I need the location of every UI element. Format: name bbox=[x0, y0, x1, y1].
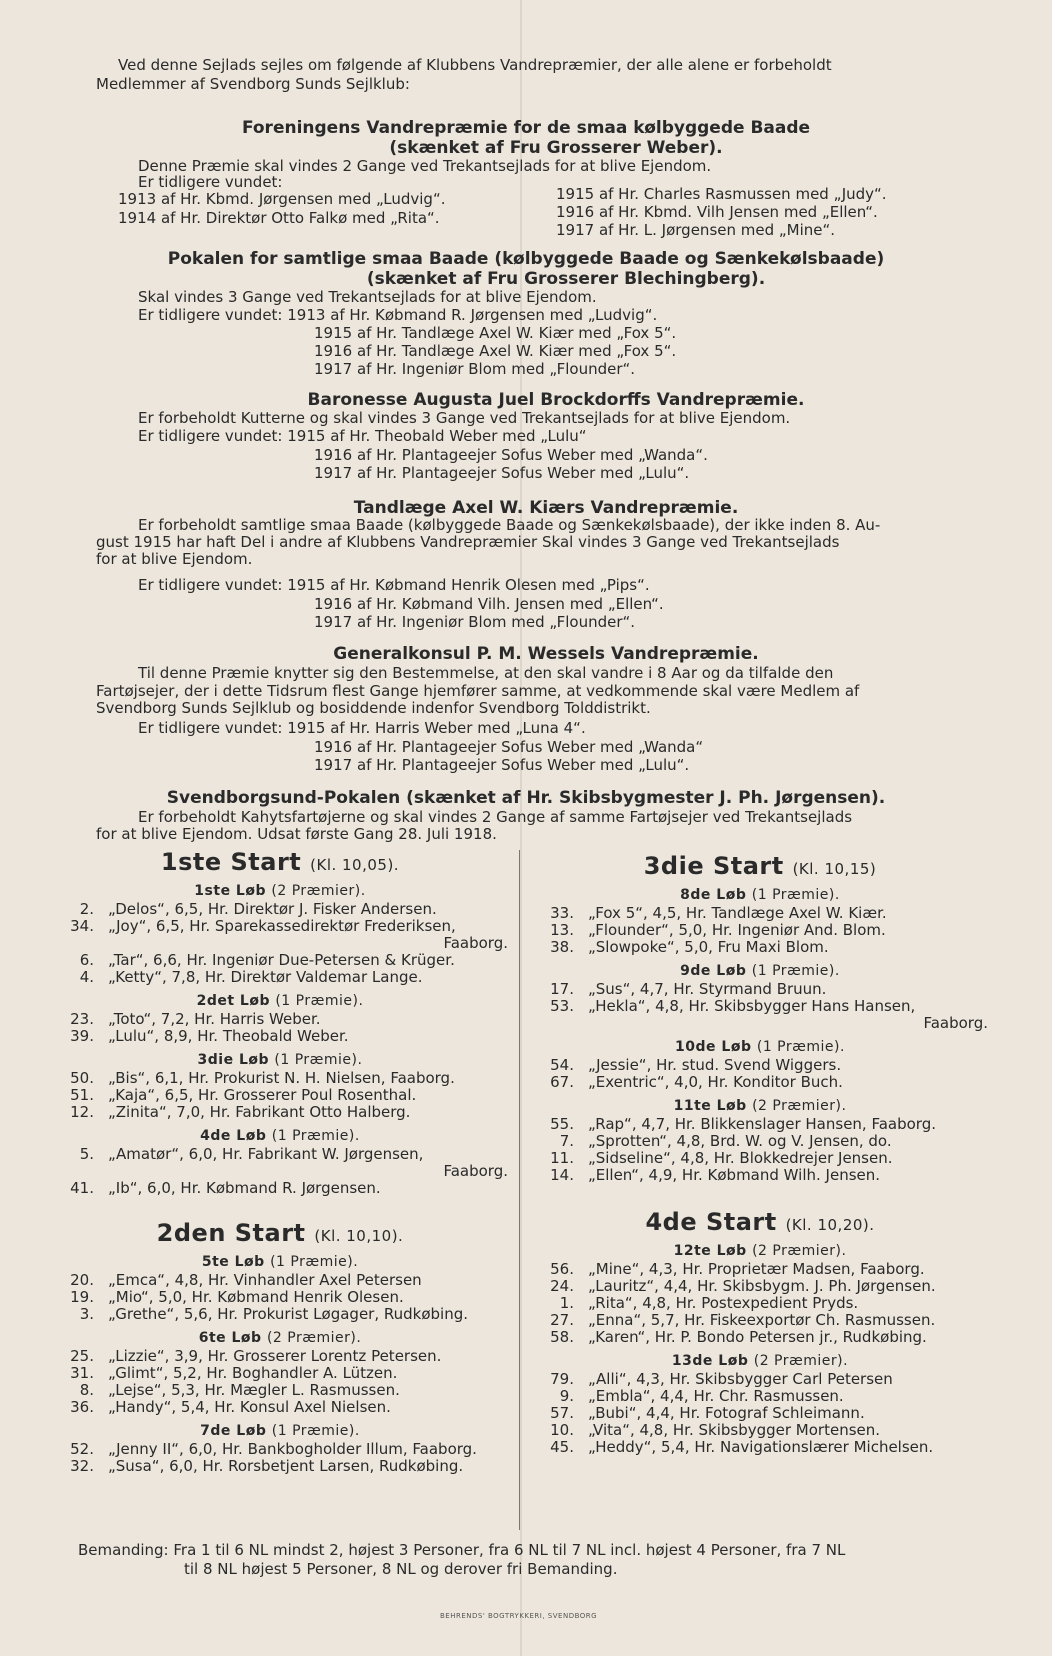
boat-number: 19. bbox=[70, 1288, 94, 1306]
boat-description: „Joy“, 6,5, Hr. Sparekassedirektør Frederiksen, bbox=[108, 917, 456, 935]
section1-won-1915: 1915 af Hr. Charles Rasmussen med „Judy“. bbox=[556, 185, 887, 203]
boat-number: 5. bbox=[79, 1145, 94, 1163]
boat-number: 23. bbox=[70, 1010, 94, 1028]
boat-text bbox=[588, 939, 988, 956]
boat-entry bbox=[52, 1028, 508, 1045]
boat-entry bbox=[532, 1133, 988, 1150]
starts-left-column bbox=[52, 848, 508, 1475]
boat-text bbox=[108, 1382, 508, 1399]
bemanding-line-1: Bemanding: Fra 1 til 6 NL mindst 2, højest 3 Personer, fra 6 NL til 7 NL incl. højest 4 Personer, fra 7 NL bbox=[78, 1541, 846, 1559]
boat-number: 50. bbox=[70, 1069, 94, 1087]
boat-description: „Alli“, 4,3, Hr. Skibsbygger Carl Petersen bbox=[588, 1370, 893, 1388]
section6-rule-1: Er forbeholdt Kahytsfartøjerne og skal vindes 2 Gange af samme Fartøjsejer ved Trekantsejlads bbox=[138, 808, 853, 826]
run-name: 3die Løb bbox=[197, 1052, 275, 1068]
section4-rule-3: for at blive Ejendom. bbox=[96, 550, 253, 568]
boat-text bbox=[588, 922, 988, 939]
boat-description: „Sidseline“, 4,8, Hr. Blokkedrejer Jensen. bbox=[588, 1149, 893, 1167]
bemanding-line-2: til 8 NL højest 5 Personer, 8 NL og derover fri Bemanding. bbox=[184, 1560, 618, 1578]
boat-text bbox=[588, 1295, 988, 1312]
boat-number: 38. bbox=[550, 938, 574, 956]
start-time: (Kl. 10,15) bbox=[792, 860, 877, 878]
start-time: (Kl. 10,05). bbox=[310, 856, 400, 874]
boat-entry bbox=[52, 1348, 508, 1365]
section2-won-4: 1917 af Hr. Ingeniør Blom med „Flounder“. bbox=[314, 360, 636, 378]
run-heading bbox=[532, 1098, 988, 1114]
boat-number: 9. bbox=[559, 1387, 574, 1405]
boat-text bbox=[108, 1289, 508, 1306]
start-time: (Kl. 10,10). bbox=[314, 1227, 404, 1245]
boat-text bbox=[588, 1278, 988, 1295]
run-name: 1ste Løb bbox=[194, 883, 272, 899]
boat-text bbox=[588, 905, 988, 922]
intro-line-2: Medlemmer af Svendborg Sunds Sejlklub: bbox=[96, 75, 410, 93]
boat-entry bbox=[532, 922, 988, 939]
start-heading bbox=[52, 848, 508, 876]
boat-description: „Kaja“, 6,5, Hr. Grosserer Poul Rosenthal. bbox=[108, 1086, 417, 1104]
section1-title: Foreningens Vandrepræmie for de smaa kølbyggede Baade bbox=[241, 118, 811, 138]
boat-entry bbox=[52, 1399, 508, 1416]
section3-won-1: Er tidligere vundet: 1915 af Hr. Theobald Weber med „Lulu“ bbox=[138, 427, 587, 445]
run-prize: (2 Præmier). bbox=[266, 1330, 362, 1346]
boat-number: 41. bbox=[70, 1179, 94, 1197]
boat-description: „Embla“, 4,4, Hr. Chr. Rasmussen. bbox=[588, 1387, 844, 1405]
run-heading bbox=[532, 1243, 988, 1259]
section1-won-1914: 1914 af Hr. Direktør Otto Falkø med „Rita“. bbox=[118, 209, 440, 227]
boat-number: 39. bbox=[70, 1027, 94, 1045]
run-heading bbox=[52, 1128, 508, 1144]
boat-text bbox=[108, 1180, 508, 1197]
boat-description: „Rap“, 4,7, Hr. Blikkenslager Hansen, Faaborg. bbox=[588, 1115, 936, 1133]
boat-text bbox=[108, 901, 508, 918]
boat-text bbox=[108, 1272, 508, 1289]
boat-entry bbox=[52, 969, 508, 986]
boat-description: „Emca“, 4,8, Hr. Vinhandler Axel Petersen bbox=[108, 1271, 422, 1289]
start-title: 4de Start bbox=[645, 1208, 777, 1236]
boat-text bbox=[588, 1074, 988, 1091]
section5-won-3: 1917 af Hr. Plantageejer Sofus Weber med „Lulu“. bbox=[314, 756, 690, 774]
boat-description: „Ellen“, 4,9, Hr. Købmand Wilh. Jensen. bbox=[588, 1166, 881, 1184]
boat-number: 25. bbox=[70, 1347, 94, 1365]
run-name: 7de Løb bbox=[200, 1423, 272, 1439]
boat-text bbox=[108, 1306, 508, 1323]
run-name: 11te Løb bbox=[673, 1098, 753, 1114]
boat-description: „Bis“, 6,1, Hr. Prokurist N. H. Nielsen, Faaborg. bbox=[108, 1069, 455, 1087]
boat-entry bbox=[532, 1074, 988, 1091]
section5-rule-3: Svendborg Sunds Sejlklub og bosiddende indenfor Svendborg Tolddistrikt. bbox=[96, 699, 651, 717]
section1-rule: Denne Præmie skal vindes 2 Gange ved Trekantsejlads for at blive Ejendom. bbox=[138, 157, 712, 175]
boat-description: „Lulu“, 8,9, Hr. Theobald Weber. bbox=[108, 1027, 349, 1045]
boat-description: „Heddy“, 5,4, Hr. Navigationslærer Michelsen. bbox=[588, 1438, 934, 1456]
boat-entry bbox=[52, 1382, 508, 1399]
boat-number: 51. bbox=[70, 1086, 94, 1104]
boat-entry bbox=[532, 905, 988, 922]
boat-number: 36. bbox=[70, 1398, 94, 1416]
section3-won-3: 1917 af Hr. Plantageejer Sofus Weber med „Lulu“. bbox=[314, 464, 690, 482]
printer-mark: BEHRENDS' BOGTRYKKERI, SVENDBORG bbox=[440, 1612, 598, 1620]
run-prize: (1 Præmie). bbox=[271, 1128, 360, 1144]
section6-title: Svendborgsund-Pokalen (skænket af Hr. Skibsbygmester J. Ph. Jørgensen). bbox=[166, 788, 886, 808]
boat-description: „Zinita“, 7,0, Hr. Fabrikant Otto Halberg. bbox=[108, 1103, 411, 1121]
boat-entry bbox=[532, 1057, 988, 1074]
run-prize: (2 Præmier). bbox=[752, 1243, 847, 1259]
boat-entry bbox=[532, 1295, 988, 1312]
boat-description: „Lejse“, 5,3, Hr. Mægler L. Rasmussen. bbox=[108, 1381, 400, 1399]
boat-description: „Slowpoke“, 5,0, Fru Maxi Blom. bbox=[588, 938, 829, 956]
section2-won-1: Er tidligere vundet: 1913 af Hr. Købmand R. Jørgensen med „Ludvig“. bbox=[138, 306, 658, 324]
section4-won-3: 1917 af Hr. Ingeniør Blom med „Flounder“. bbox=[314, 613, 636, 631]
boat-number: 33. bbox=[550, 904, 574, 922]
section5-rule-2: Fartøjsejer, der i dette Tidsrum flest Gange hjemfører samme, at vedkommende skal være Medlem af bbox=[96, 682, 860, 700]
boat-number: 31. bbox=[70, 1364, 94, 1382]
run-name: 4de Løb bbox=[200, 1128, 272, 1144]
run-heading bbox=[52, 1423, 508, 1439]
boat-description: „Ketty“, 7,8, Hr. Direktør Valdemar Lange. bbox=[108, 968, 423, 986]
boat-entry bbox=[532, 1405, 988, 1422]
boat-description: „Ib“, 6,0, Hr. Købmand R. Jørgensen. bbox=[108, 1179, 381, 1197]
start-title: 2den Start bbox=[156, 1219, 306, 1247]
run-prize: (2 Præmier). bbox=[753, 1353, 849, 1369]
boat-description: „Mine“, 4,3, Hr. Proprietær Madsen, Faaborg. bbox=[588, 1260, 925, 1278]
boat-text bbox=[108, 918, 508, 952]
boat-text bbox=[588, 1150, 988, 1167]
boat-number: 7. bbox=[559, 1132, 574, 1150]
boat-entry bbox=[532, 1312, 988, 1329]
start-title: 3die Start bbox=[643, 852, 784, 880]
boat-number: 12. bbox=[70, 1103, 94, 1121]
boat-entry bbox=[532, 1150, 988, 1167]
boat-text bbox=[108, 1087, 508, 1104]
section4-rule-2: gust 1915 har haft Del i andre af Klubbens Vandrepræmier Skal vindes 3 Gange ved Trekantsejlads bbox=[96, 533, 840, 551]
run-prize: (1 Præmie). bbox=[756, 1039, 845, 1055]
boat-description: „Sprotten“, 4,8, Brd. W. og V. Jensen, do. bbox=[588, 1132, 892, 1150]
section2-subtitle: (skænket af Fru Grosserer Blechingberg). bbox=[366, 269, 766, 289]
boat-text bbox=[588, 1312, 988, 1329]
section1-subtitle: (skænket af Fru Grosserer Weber). bbox=[389, 138, 723, 158]
boat-text bbox=[108, 1441, 508, 1458]
boat-description: „Bubi“, 4,4, Hr. Fotograf Schleimann. bbox=[588, 1404, 865, 1422]
run-name: 2det Løb bbox=[196, 993, 276, 1009]
boat-text bbox=[588, 1329, 988, 1346]
section3-rule: Er forbeholdt Kutterne og skal vindes 3 Gange ved Trekantsejlads for at blive Ejendom. bbox=[138, 409, 791, 427]
run-heading bbox=[52, 993, 508, 1009]
boat-number: 52. bbox=[70, 1440, 94, 1458]
boat-description: „Delos“, 6,5, Hr. Direktør J. Fisker Andersen. bbox=[108, 900, 437, 918]
boat-entry bbox=[52, 901, 508, 918]
run-prize: (2 Præmier). bbox=[271, 883, 366, 899]
boat-number: 55. bbox=[550, 1115, 574, 1133]
boat-description: „Exentric“, 4,0, Hr. Konditor Buch. bbox=[588, 1073, 843, 1091]
start-heading bbox=[532, 1208, 988, 1236]
boat-number: 3. bbox=[79, 1305, 94, 1323]
run-name: 13de Løb bbox=[671, 1353, 754, 1369]
run-name: 12te Løb bbox=[673, 1243, 753, 1259]
boat-entry bbox=[532, 998, 988, 1032]
boat-text bbox=[108, 1348, 508, 1365]
boat-number: 54. bbox=[550, 1056, 574, 1074]
boat-description: „Jessie“, Hr. stud. Svend Wiggers. bbox=[588, 1056, 842, 1074]
boat-number: 6. bbox=[79, 951, 94, 969]
boat-description: „Tar“, 6,6, Hr. Ingeniør Due-Petersen & Krüger. bbox=[108, 951, 455, 969]
boat-description: „Susa“, 6,0, Hr. Rorsbetjent Larsen, Rudkøbing. bbox=[108, 1457, 464, 1475]
boat-description: „Amatør“, 6,0, Hr. Fabrikant W. Jørgensen, bbox=[108, 1145, 424, 1163]
section2-won-2: 1915 af Hr. Tandlæge Axel W. Kiær med „Fox 5“. bbox=[314, 324, 677, 342]
section3-title: Baronesse Augusta Juel Brockdorffs Vandrepræmie. bbox=[307, 390, 805, 410]
boat-description: „Grethe“, 5,6, Hr. Prokurist Løgager, Rudkøbing. bbox=[108, 1305, 468, 1323]
boat-text bbox=[108, 1365, 508, 1382]
run-name: 9de Løb bbox=[680, 963, 752, 979]
boat-number: 57. bbox=[550, 1404, 574, 1422]
boat-entry bbox=[532, 1329, 988, 1346]
section3-won-2: 1916 af Hr. Plantageejer Sofus Weber med „Wanda“. bbox=[314, 446, 708, 464]
boat-description: „Toto“, 7,2, Hr. Harris Weber. bbox=[108, 1010, 321, 1028]
intro-line-1: Ved denne Sejlads sejles om følgende af Klubbens Vandrepræmier, der alle alene er forbeholdt bbox=[118, 56, 832, 74]
boat-text bbox=[588, 1167, 988, 1184]
run-name: 10de Løb bbox=[675, 1039, 757, 1055]
boat-continuation: Faaborg. bbox=[923, 1014, 988, 1032]
boat-number: 17. bbox=[550, 980, 574, 998]
boat-description: „Enna“, 5,7, Hr. Fiskeexportør Ch. Rasmussen. bbox=[588, 1311, 936, 1329]
run-prize: (1 Præmie). bbox=[275, 993, 364, 1009]
run-heading bbox=[532, 1353, 988, 1369]
section4-won-2: 1916 af Hr. Købmand Vilh. Jensen med „Ellen“. bbox=[314, 595, 664, 613]
section5-rule-1: Til denne Præmie knytter sig den Bestemmelse, at den skal vandre i 8 Aar og da tilfalde den bbox=[138, 664, 834, 682]
boat-number: 10. bbox=[550, 1421, 574, 1439]
boat-entry bbox=[52, 1365, 508, 1382]
boat-entry bbox=[532, 1388, 988, 1405]
run-prize: (1 Præmie). bbox=[751, 887, 840, 903]
boat-entry bbox=[532, 981, 988, 998]
start-heading bbox=[532, 852, 988, 880]
boat-text bbox=[108, 1011, 508, 1028]
boat-description: „Sus“, 4,7, Hr. Styrmand Bruun. bbox=[588, 980, 827, 998]
section1-won-1913: 1913 af Hr. Kbmd. Jørgensen med „Ludvig“. bbox=[118, 190, 446, 208]
boat-entry bbox=[52, 952, 508, 969]
boat-entry bbox=[52, 1441, 508, 1458]
boat-entry bbox=[52, 1180, 508, 1197]
run-prize: (1 Præmie). bbox=[274, 1052, 363, 1068]
run-name: 8de Løb bbox=[680, 887, 752, 903]
boat-text bbox=[588, 1422, 988, 1439]
boat-number: 67. bbox=[550, 1073, 574, 1091]
run-prize: (1 Præmie). bbox=[751, 963, 840, 979]
section4-title: Tandlæge Axel W. Kiærs Vandrepræmie. bbox=[353, 498, 739, 518]
boat-number: 2. bbox=[79, 900, 94, 918]
boat-number: 4. bbox=[79, 968, 94, 986]
boat-text bbox=[588, 1405, 988, 1422]
boat-text bbox=[108, 1070, 508, 1087]
boat-entry bbox=[52, 1146, 508, 1180]
boat-number: 27. bbox=[550, 1311, 574, 1329]
section4-won-1: Er tidligere vundet: 1915 af Hr. Købmand Henrik Olesen med „Pips“. bbox=[138, 576, 650, 594]
boat-entry bbox=[532, 1371, 988, 1388]
section6-rule-2: for at blive Ejendom. Udsat første Gang 28. Juli 1918. bbox=[96, 825, 497, 843]
section5-title: Generalkonsul P. M. Wessels Vandrepræmie. bbox=[333, 644, 759, 664]
boat-entry bbox=[532, 1439, 988, 1456]
section5-won-1: Er tidligere vundet: 1915 af Hr. Harris Weber med „Luna 4“. bbox=[138, 719, 586, 737]
boat-number: 8. bbox=[79, 1381, 94, 1399]
boat-text bbox=[588, 998, 988, 1032]
boat-number: 1. bbox=[559, 1294, 574, 1312]
boat-description: „Lizzie“, 3,9, Hr. Grosserer Lorentz Petersen. bbox=[108, 1347, 442, 1365]
boat-description: „Vita“, 4,8, Hr. Skibsbygger Mortensen. bbox=[588, 1421, 881, 1439]
section1-won-label: Er tidligere vundet: bbox=[138, 173, 283, 191]
run-prize: (1 Præmie). bbox=[271, 1423, 360, 1439]
boat-text bbox=[588, 1261, 988, 1278]
start-time: (Kl. 10,20). bbox=[785, 1216, 875, 1234]
boat-entry bbox=[532, 1278, 988, 1295]
section4-rule-1: Er forbeholdt samtlige smaa Baade (kølbyggede Baade og Sænkekølsbaade), der ikke inden 8. Au- bbox=[138, 516, 881, 534]
boat-text bbox=[588, 981, 988, 998]
boat-text bbox=[588, 1439, 988, 1456]
section5-won-2: 1916 af Hr. Plantageejer Sofus Weber med „Wanda“ bbox=[314, 738, 704, 756]
boat-entry bbox=[532, 939, 988, 956]
boat-entry bbox=[52, 1011, 508, 1028]
boat-text bbox=[108, 1458, 508, 1475]
run-heading bbox=[52, 1254, 508, 1270]
boat-description: „Karen“, Hr. P. Bondo Petersen jr., Rudkøbing. bbox=[588, 1328, 927, 1346]
boat-number: 79. bbox=[550, 1370, 574, 1388]
boat-entry bbox=[52, 1070, 508, 1087]
boat-entry bbox=[532, 1261, 988, 1278]
boat-number: 45. bbox=[550, 1438, 574, 1456]
boat-description: „Fox 5“, 4,5, Hr. Tandlæge Axel W. Kiær. bbox=[588, 904, 887, 922]
boat-number: 34. bbox=[70, 917, 94, 935]
boat-text bbox=[108, 1146, 508, 1180]
boat-text bbox=[588, 1133, 988, 1150]
boat-description: „Rita“, 4,8, Hr. Postexpedient Pryds. bbox=[588, 1294, 859, 1312]
boat-entry bbox=[52, 1306, 508, 1323]
section2-title: Pokalen for samtlige smaa Baade (kølbyggede Baade og Sænkekølsbaade) bbox=[167, 249, 885, 269]
boat-number: 32. bbox=[70, 1457, 94, 1475]
boat-text bbox=[588, 1057, 988, 1074]
section2-rule: Skal vindes 3 Gange ved Trekantsejlads for at blive Ejendom. bbox=[138, 288, 597, 306]
boat-number: 20. bbox=[70, 1271, 94, 1289]
boat-number: 13. bbox=[550, 921, 574, 939]
boat-text bbox=[108, 969, 508, 986]
boat-text bbox=[108, 952, 508, 969]
boat-description: „Mio“, 5,0, Hr. Købmand Henrik Olesen. bbox=[108, 1288, 404, 1306]
column-divider bbox=[519, 850, 520, 1530]
boat-description: „Flounder“, 5,0, Hr. Ingeniør And. Blom. bbox=[588, 921, 886, 939]
run-heading bbox=[52, 1330, 508, 1346]
boat-description: „Handy“, 5,4, Hr. Konsul Axel Nielsen. bbox=[108, 1398, 391, 1416]
section1-won-1916: 1916 af Hr. Kbmd. Vilh Jensen med „Ellen“. bbox=[556, 203, 878, 221]
boat-entry bbox=[52, 1087, 508, 1104]
run-prize: (1 Præmie). bbox=[270, 1254, 359, 1270]
run-heading bbox=[532, 1039, 988, 1055]
boat-text bbox=[108, 1399, 508, 1416]
run-name: 6te Løb bbox=[198, 1330, 267, 1346]
boat-text bbox=[108, 1028, 508, 1045]
boat-entry bbox=[532, 1116, 988, 1133]
run-heading bbox=[532, 963, 988, 979]
boat-text bbox=[588, 1116, 988, 1133]
run-name: 5te Løb bbox=[201, 1254, 271, 1270]
run-prize: (2 Præmier). bbox=[752, 1098, 847, 1114]
boat-number: 24. bbox=[550, 1277, 574, 1295]
boat-continuation: Faaborg. bbox=[443, 1162, 508, 1180]
boat-entry bbox=[52, 1104, 508, 1121]
boat-entry bbox=[52, 1289, 508, 1306]
boat-text bbox=[108, 1104, 508, 1121]
section1-won-1917: 1917 af Hr. L. Jørgensen med „Mine“. bbox=[556, 221, 836, 239]
boat-number: 53. bbox=[550, 997, 574, 1015]
boat-entry bbox=[532, 1422, 988, 1439]
boat-description: „Jenny II“, 6,0, Hr. Bankbogholder Illum, Faaborg. bbox=[108, 1440, 477, 1458]
boat-description: „Lauritz“, 4,4, Hr. Skibsbygm. J. Ph. Jørgensen. bbox=[588, 1277, 936, 1295]
boat-description: „Hekla“, 4,8, Hr. Skibsbygger Hans Hansen, bbox=[588, 997, 916, 1015]
boat-entry bbox=[52, 1458, 508, 1475]
boat-description: „Glimt“, 5,2, Hr. Boghandler A. Lützen. bbox=[108, 1364, 398, 1382]
boat-text bbox=[588, 1388, 988, 1405]
boat-number: 14. bbox=[550, 1166, 574, 1184]
boat-number: 11. bbox=[550, 1149, 574, 1167]
starts-right-column bbox=[532, 852, 988, 1456]
run-heading bbox=[52, 883, 508, 899]
boat-continuation: Faaborg. bbox=[443, 934, 508, 952]
boat-number: 56. bbox=[550, 1260, 574, 1278]
boat-number: 58. bbox=[550, 1328, 574, 1346]
boat-entry bbox=[52, 1272, 508, 1289]
boat-text bbox=[588, 1371, 988, 1388]
run-heading bbox=[532, 887, 988, 903]
run-heading bbox=[52, 1052, 508, 1068]
boat-entry bbox=[532, 1167, 988, 1184]
boat-entry bbox=[52, 918, 508, 952]
section2-won-3: 1916 af Hr. Tandlæge Axel W. Kiær med „Fox 5“. bbox=[314, 342, 677, 360]
start-title: 1ste Start bbox=[160, 848, 302, 876]
start-heading bbox=[52, 1219, 508, 1247]
